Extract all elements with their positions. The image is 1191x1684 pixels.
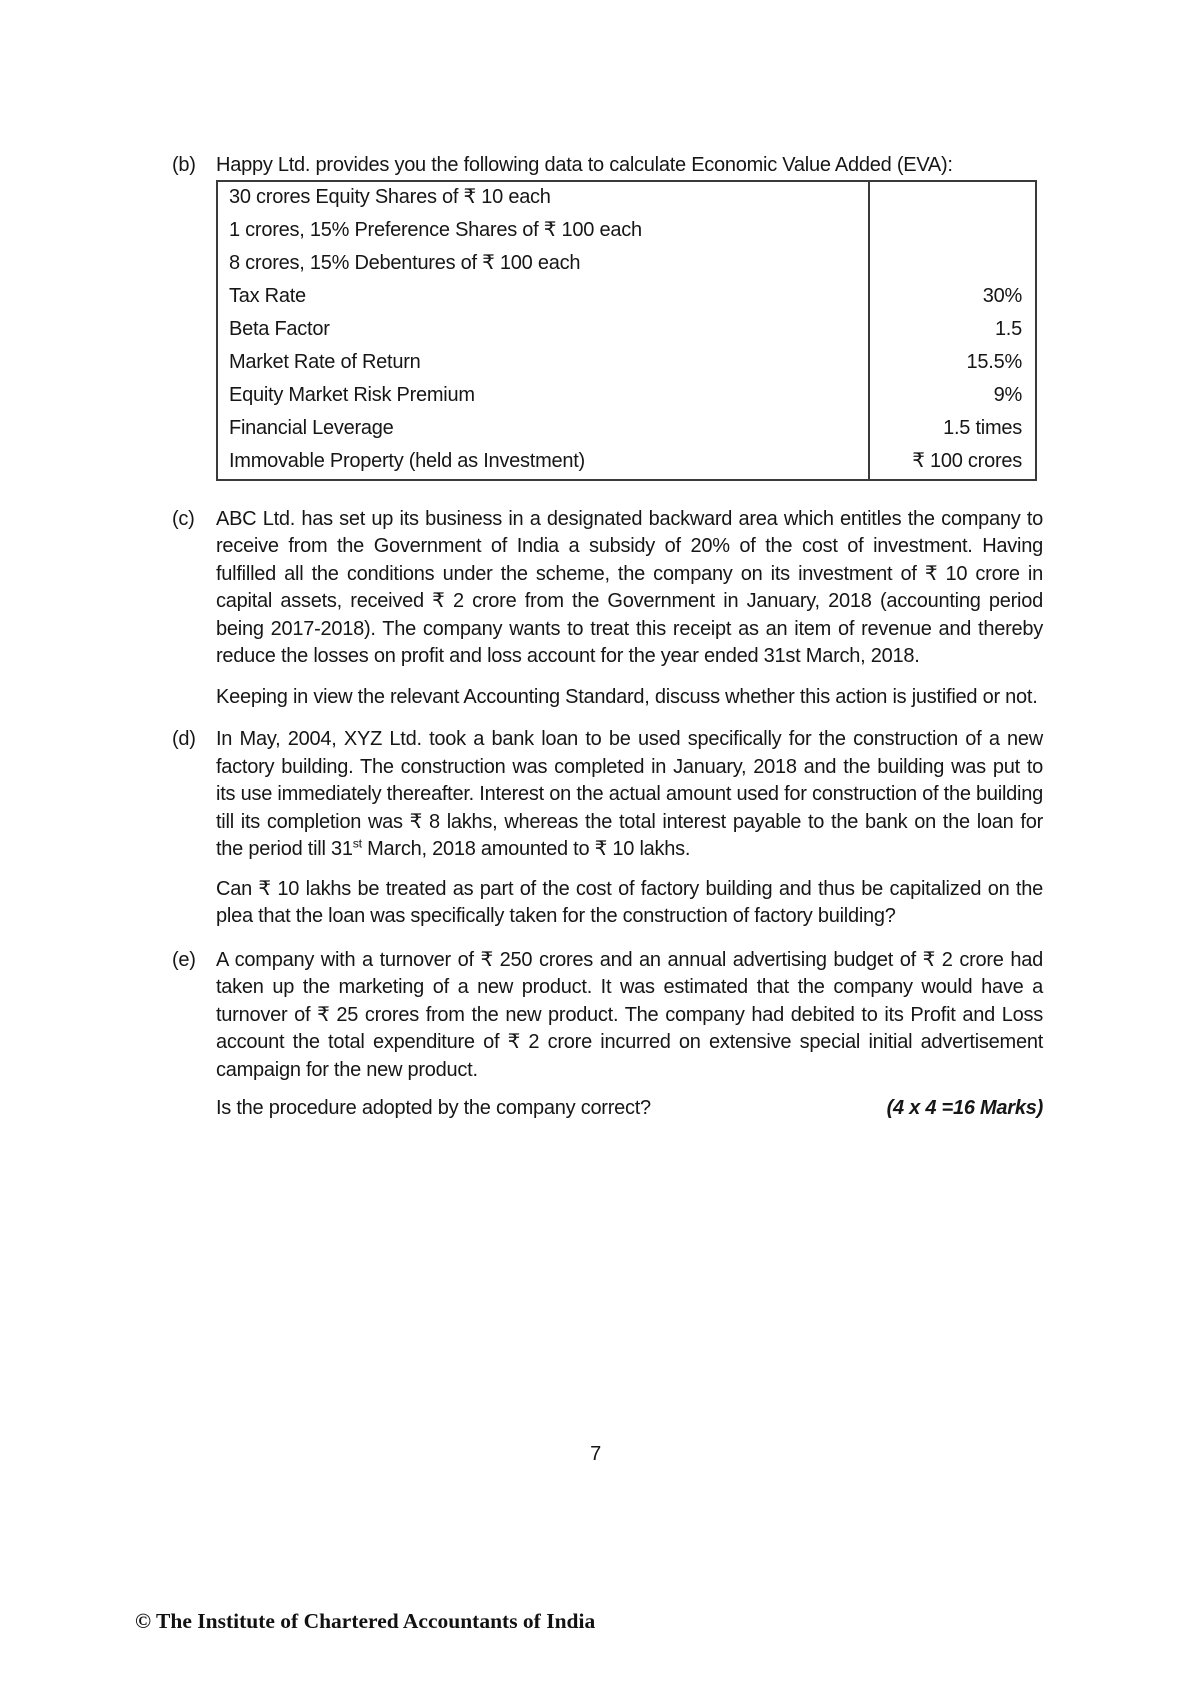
table-cell-label: Equity Market Risk Premium (229, 384, 475, 407)
question-b-body (216, 152, 1043, 506)
table-row (218, 215, 1035, 248)
table-row (218, 446, 1035, 479)
marks-allocation: (4 x 4 =16 Marks) (886, 1097, 1043, 1119)
table-row (218, 281, 1035, 314)
question-item-d (172, 726, 1043, 931)
table-cell-label: Tax Rate (229, 285, 306, 308)
ordinal-superscript: st (352, 836, 362, 851)
table-cell-label: Market Rate of Return (229, 351, 421, 374)
question-b-intro: Happy Ltd. provides you the following data to calculate Economic Value Added (EVA): (216, 154, 953, 176)
table-row (218, 182, 1035, 215)
table-cell-value: 1.5 (868, 314, 1035, 347)
question-paper-content (172, 152, 1043, 1123)
question-e-requirement-line (216, 1095, 1043, 1123)
table-cell-value: 15.5% (868, 347, 1035, 380)
question-d-requirement: Can ₹ 10 lakhs be treated as part of the cost of factory building and thus be capitalized on the plea that the loan was specifically taken for the construction of factory building? (216, 877, 1043, 927)
copyright-footer: © The Institute of Chartered Accountants of India (135, 1609, 596, 1633)
question-b-label: (b) (172, 154, 196, 176)
table-cell-label: 8 crores, 15% Debentures of ₹ 100 each (229, 252, 581, 275)
question-c-paragraph: ABC Ltd. has set up its business in a designated backward area which entitles the company to receive from the Government of India a subsidy of 20% of the cost of investment. Having fulfilled all the conditions under the scheme, the company on its investment of ₹ 10 crore in capital assets, received ₹ 2 crore from the Government in January, 2018 (accounting period being 2017-2018). The company wants to treat this receipt as an item of revenue and thereby reduce the losses on profit and loss account for the year ended 31st March, 2018. (216, 507, 1043, 667)
table-cell-value: 1.5 times (868, 413, 1035, 446)
question-d-text-post: March, 2018 amounted to ₹ 10 lakhs. (361, 838, 691, 860)
question-d-body (216, 726, 1043, 931)
table-row (218, 347, 1035, 380)
table-row (218, 314, 1035, 347)
table-cell-value: ₹ 100 crores (868, 446, 1035, 479)
eva-data-table (216, 180, 1037, 481)
question-e-body (216, 947, 1043, 1123)
table-cell-label: Financial Leverage (229, 417, 394, 440)
table-cell-label: 1 crores, 15% Preference Shares of ₹ 100 each (229, 219, 642, 242)
question-c-requirement: Keeping in view the relevant Accounting Standard, discuss whether this action is justified or not. (216, 685, 1038, 708)
question-d-text-pre: In May, 2004, XYZ Ltd. took a bank loan to be used specifically for the construction of a new factory building. The construction was completed in January, 2018 and the building was put to its use immediately thereafter. Interest on the actual amount used for construction of the building till its completion was ₹ 8 lakhs, whereas the total interest payable to the bank on the loan for the period till 31 (216, 728, 1043, 860)
question-e-requirement: Is the procedure adopted by the company correct? (216, 1097, 651, 1119)
table-cell-value (868, 182, 1035, 215)
question-item-e (172, 947, 1043, 1123)
table-row (218, 413, 1035, 446)
question-d-paragraph (216, 726, 1043, 864)
table-cell-value (868, 215, 1035, 248)
table-cell-value (868, 248, 1035, 281)
question-c-label: (c) (172, 507, 195, 530)
question-e-paragraph: A company with a turnover of ₹ 250 crores and an annual advertising budget of ₹ 2 crore had taken up the marketing of a new product. It was estimated that the company would have a turnover of ₹ 25 crores from the new product. The company had debited to its Profit and Loss account the total expenditure of ₹ 2 crore incurred on extensive special initial advertisement campaign for the new product. (216, 948, 1043, 1081)
page-number: 7 (590, 1443, 601, 1465)
table-cell-label: Beta Factor (229, 318, 330, 341)
table-cell-label: Immovable Property (held as Investment) (229, 450, 585, 473)
question-d-label: (d) (172, 728, 196, 750)
question-e-label: (e) (172, 948, 196, 971)
table-row (218, 248, 1035, 281)
table-cell-label: 30 crores Equity Shares of ₹ 10 each (229, 186, 551, 209)
question-c-body (216, 506, 1043, 712)
table-cell-value: 9% (868, 380, 1035, 413)
table-row (218, 380, 1035, 413)
question-item-b (172, 152, 1043, 506)
table-cell-value: 30% (868, 281, 1035, 314)
question-item-c (172, 506, 1043, 712)
